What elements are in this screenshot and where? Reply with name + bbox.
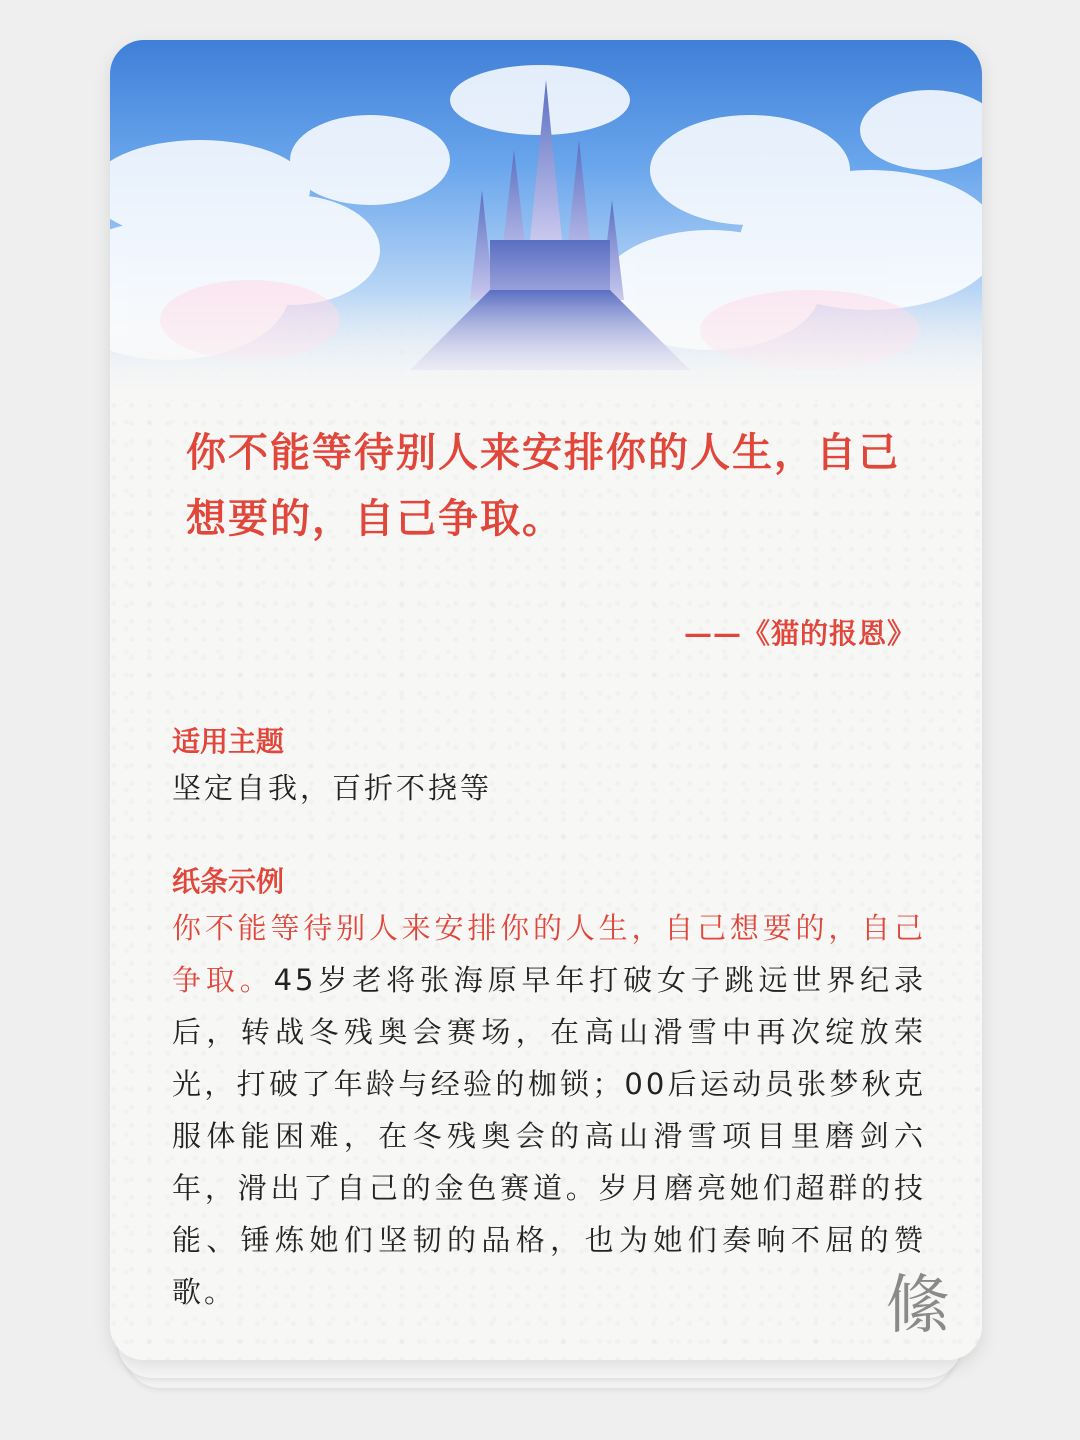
example-heading: 纸条示例 <box>172 865 285 898</box>
theme-text: 坚定自我，百折不挠等 <box>172 771 493 805</box>
example-highlight: 你不能等待别人来安排你的人生，自己想要的，自己争取。 <box>172 911 926 997</box>
seal-logo: 絛 <box>886 1269 950 1343</box>
quote-text: 你不能等待别人来安排你的人生，自己想要的，自己争取。 <box>186 429 900 542</box>
castle-sky-illustration <box>110 40 982 400</box>
example-body: 45岁老将张海原早年打破女子跳远世界纪录后，转战冬残奥会赛场，在高山滑雪中再次绽放荣光，打破了年龄与经验的枷锁；00后运动员张梦秋克服体能困难，在冬残奥会的高山滑雪项目里磨剑六年，滑出了自己的金色赛道。岁月磨亮她们超群的技能、锤炼她们坚韧的品格，也为她们奏响不屈的赞歌。 <box>172 963 926 1309</box>
theme-heading: 适用主题 <box>172 725 285 758</box>
example-paragraph <box>172 902 926 1318</box>
quote-card <box>110 40 982 1360</box>
quote-source: ——《猫的报恩》 <box>683 617 916 650</box>
